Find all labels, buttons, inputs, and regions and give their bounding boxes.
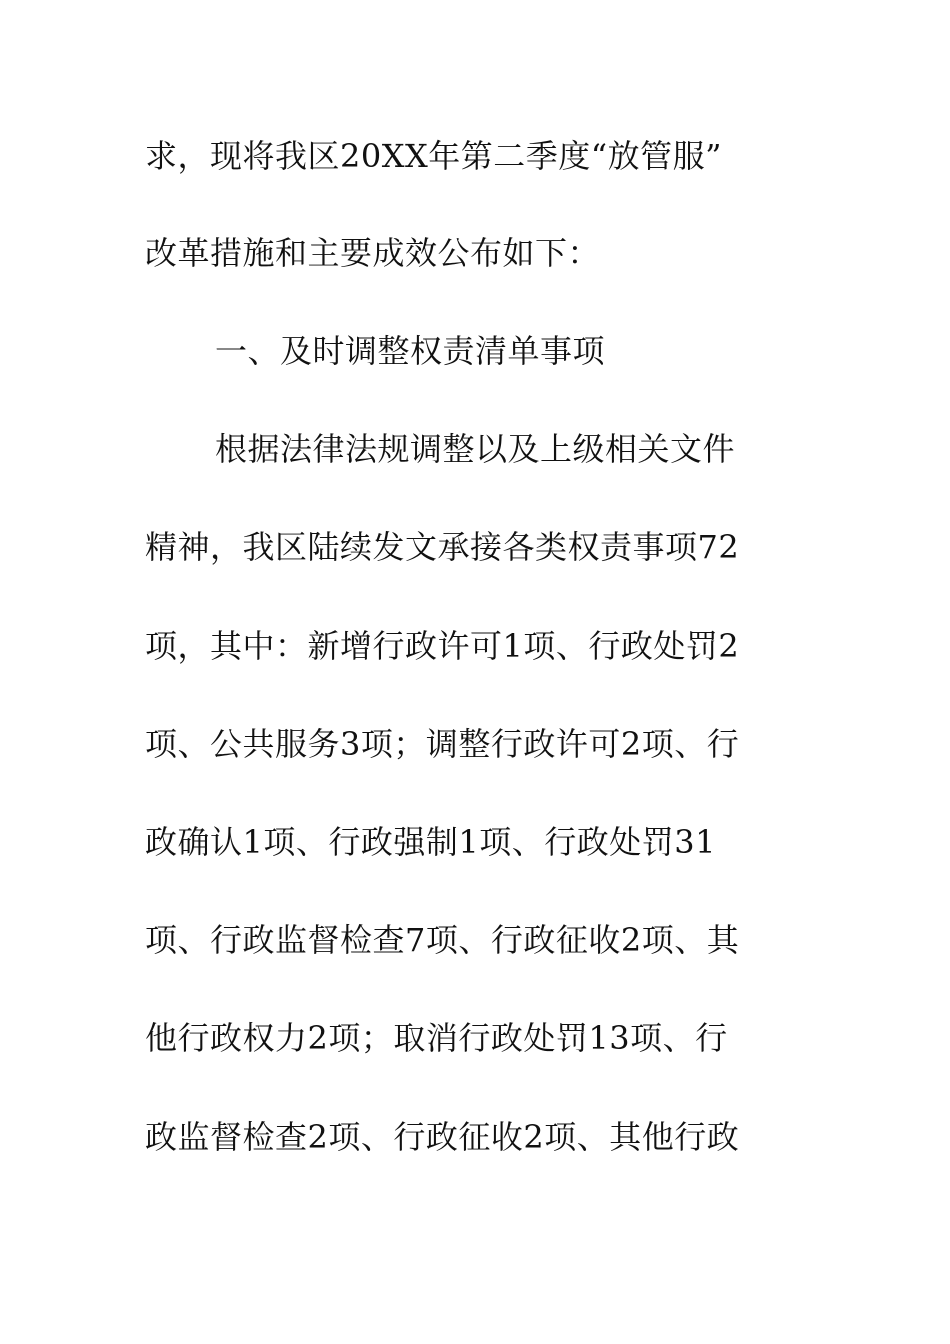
text-line: 精神，我区陆续发文承接各类权责事项72 (145, 528, 740, 566)
text-line: 他行政权力2项；取消行政处罚13项、行 (145, 1019, 728, 1057)
text-line: 项、公共服务3项；调整行政许可2项、行 (145, 725, 740, 763)
text-line: 项、行政监督检查7项、行政征收2项、其 (145, 921, 740, 959)
text-line: 改革措施和主要成效公布如下： (145, 234, 601, 272)
section-heading: 一、及时调整权责清单事项 (215, 332, 606, 370)
text-line: 政监督检查2项、行政征收2项、其他行政 (145, 1118, 740, 1156)
paragraph-first-line: 根据法律法规调整以及上级相关文件 (215, 430, 736, 468)
text-line: 求，现将我区20XX年第二季度“放管服” (145, 137, 723, 175)
text-line: 政确认1项、行政强制1项、行政处罚31 (145, 823, 716, 861)
text-line: 项，其中：新增行政许可1项、行政处罚2 (145, 627, 740, 665)
